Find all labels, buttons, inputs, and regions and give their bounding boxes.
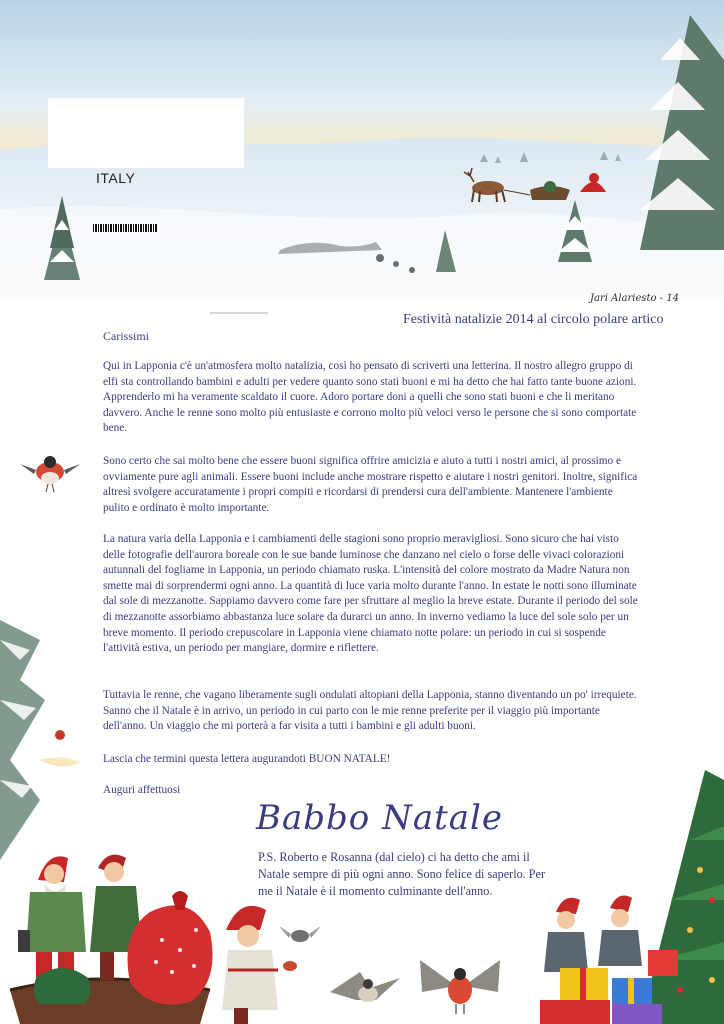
postal-barcode xyxy=(93,224,157,232)
address-window xyxy=(48,98,244,168)
letter-paragraph: Qui in Lapponia c'è un'atmosfera molto natalizia, così ho pensato di scriverti una letterina. Il nostro allegro gruppo di elfi sta controllando bambini e adulti per vedere quanto sono stati buoni e mi ha detto che hai fatto tante buone azioni. Apprenderlo mi ha veramente scaldato il cuore. Adoro portare doni a quelli che sono stati buoni e che li meritano davvero. Anche le renne sono molto più entusiaste e corrono molto più veloci verso le persone che si sono comportate bene. xyxy=(103,360,637,435)
letter-paragraph: La natura varia della Lapponia e i cambiamenti delle stagioni sono proprio meravigliosi. Sono sicuro che hai visto delle fotografie dell'aurora boreale con le sue bande luminose che danzano nel cielo o forse delle vivaci colorazioni autunnali del fogliame in Lapponia, un periodo chiamato ruska. L'intensità del colore mostrato da Madre Natura non smette mai di sorprendermi ogni anno. La quantità di luce varia molto durante l'anno. In estate le notti sono illuminate dal sole di mezzanotte. Sappiamo davvero come fare per sfruttare al meglio la breve estate. Durante il periodo del sole di mezzanotte assorbiamo abbastanza luce solare da durarci un anno. In inverno vediamo la luce del sole solo per un breve momento. Il periodo crepuscolare in Lapponia viene chiamato notte polare: un periodo in cui si sospende l'attività estiva, un periodo per mangiare, dormire e riflettere. xyxy=(103,533,638,655)
elf-with-birds xyxy=(222,906,400,1024)
address-country: ITALY xyxy=(96,170,136,186)
santa-signature: Babbo Natale xyxy=(256,798,504,838)
letter-heading: Festività natalizie 2014 al circolo polare artico xyxy=(403,312,664,327)
robin-bird-flying xyxy=(420,960,500,1014)
letter-paragraph: Tuttavia le renne, che vagano liberamente sugli ondulati altopiani della Lapponia, stanno diventando un po' irrequiete. Sanno che il Natale è in arrivo, un periodo in cui parto con le mie renne preferite per il viaggio più importante dell'anno. Un viaggio che mi porterà a far visita a tutti i bambini e gli adulti buoni. xyxy=(103,689,637,733)
robin-bird-left xyxy=(20,456,80,492)
artist-signature: Jari Alariesto - 14 xyxy=(590,293,680,304)
letter-sign-off: Auguri affettuosi xyxy=(103,784,181,796)
postscript: P.S. Roberto e Rosanna (dal cielo) ci ha detto che ami il Natale sempre di più ogni anno. Sono felice di saperlo. Per me il Natale è il momento culminante dell'anno. xyxy=(258,850,546,898)
christmas-tree-presents xyxy=(540,770,724,1024)
elves-illustration-left xyxy=(10,855,213,1024)
letter-closing-wish: Lascia che termini questa lettera augurandoti BUON NATALE! xyxy=(103,753,391,765)
letter-paragraph: Sono certo che sai molto bene che essere buoni significa offrire amicizia e aiuto a tutti i nostri amici, al prossimo e ovviamente pure agli animali. Essere buoni include anche mostrare rispetto e aiutare i nostri genitori. Inoltre, significa altresì svolgere accuratamente i propri compiti e ricordarsi di prendersi cura dell'ambiente. Mantenere l'ambiente pulito e ordinato è molto importante. xyxy=(103,455,638,514)
snowy-branches-left xyxy=(0,620,80,860)
letter-greeting: Carissimi xyxy=(103,329,150,343)
